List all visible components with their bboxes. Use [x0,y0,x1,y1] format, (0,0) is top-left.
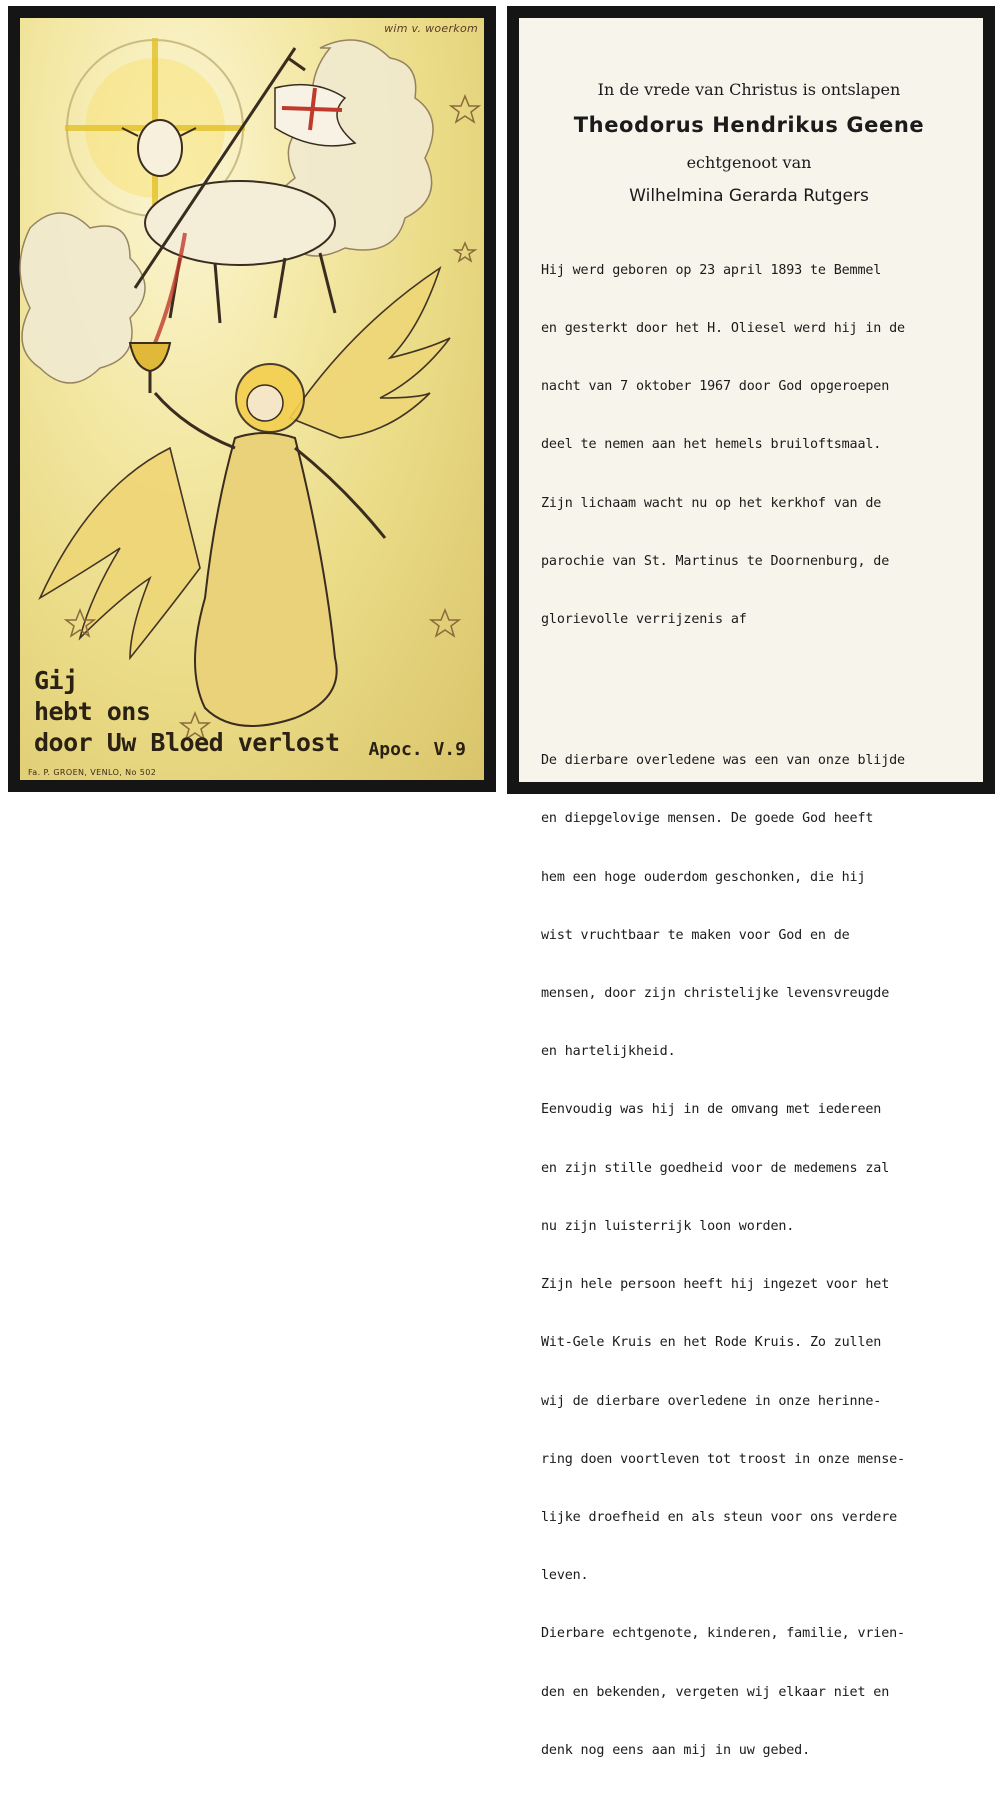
text-line: wij de dierbare overledene in onze herinne- [541,1393,882,1409]
text-line: Zijn hele persoon heeft hij ingezet voor het [541,1277,890,1293]
printer-mark: Fa. P. GROEN, VENLO, No 502 [28,768,157,777]
scripture-quote [34,665,340,758]
memorial-text-card [507,6,995,1758]
text-line: deel te nemen aan het hemels bruiloftsmaal. [541,437,882,453]
text-line: De dierbare overledene was een van onze blijde [541,753,905,769]
deceased-name: Theodorus Hendrikus Geene [573,113,925,137]
quote-line: hebt ons [34,697,151,726]
artist-signature: wim v. woerkom [384,22,478,35]
text-line: denk nog eens aan mij in uw gebed. [541,1742,811,1758]
intro-line: In de vrede van Christus is ontslapen [597,80,901,99]
chalice [130,343,170,393]
text-line: lijke droefheid en als steun voor ons verdere [541,1510,898,1525]
text-line: en hartelijkheid. [541,1044,676,1060]
spouse-label: echtgenoot van [686,153,812,172]
text-line: Zijn lichaam wacht nu op het kerkhof van de [541,495,882,511]
text-line: mensen, door zijn christelijke levensvreugde [541,986,890,1002]
illustration-panel [20,18,484,780]
paragraph-gap [541,668,957,712]
text-line: hem een hoge ouderdom geschonken, die hij [541,869,866,885]
scripture-reference: Apoc. V.9 [368,739,466,760]
text-line: Eenvoudig was hij in de omvang met iedereen [541,1102,882,1118]
text-line: en gesterkt door het H. Oliesel werd hij in de [541,321,905,337]
illustration-card [8,6,496,792]
quote-line: door Uw Bloed verlost [34,728,340,757]
text-line: Wit-Gele Kruis en het Rode Kruis. Zo zullen [541,1335,882,1351]
text-line: ring doen voortleven tot troost in onze mense- [541,1451,905,1467]
text-line: nacht van 7 oktober 1967 door God opgeroepen [541,379,890,395]
text-line: wist vruchtbaar te maken voor God en de [541,927,850,943]
text-line: en diepgelovige mensen. De goede God heeft [541,811,874,827]
text-line: den en bekenden, vergeten wij elkaar niet en [541,1684,890,1700]
quote-line: Gij [34,666,78,695]
text-line: glorievolle verrijzenis af [541,612,747,628]
text-line: leven. [541,1568,589,1584]
text-line: Hij werd geboren op 23 april 1893 te Bemmel [541,262,882,278]
text-line: en zijn stille goedheid voor de medemens zal [541,1160,890,1176]
tribute-paragraph [541,712,957,1799]
spouse-name: Wilhelmina Gerarda Rutgers [629,186,869,206]
text-line: Dierbare echtgenote, kinderen, familie, vrien- [541,1626,905,1642]
biography-paragraph [541,222,957,668]
text-line: parochie van St. Martinus te Doornenburg, de [541,553,890,569]
memorial-text-panel [519,18,983,1758]
text-line: nu zijn luisterrijk loon worden. [541,1218,795,1234]
